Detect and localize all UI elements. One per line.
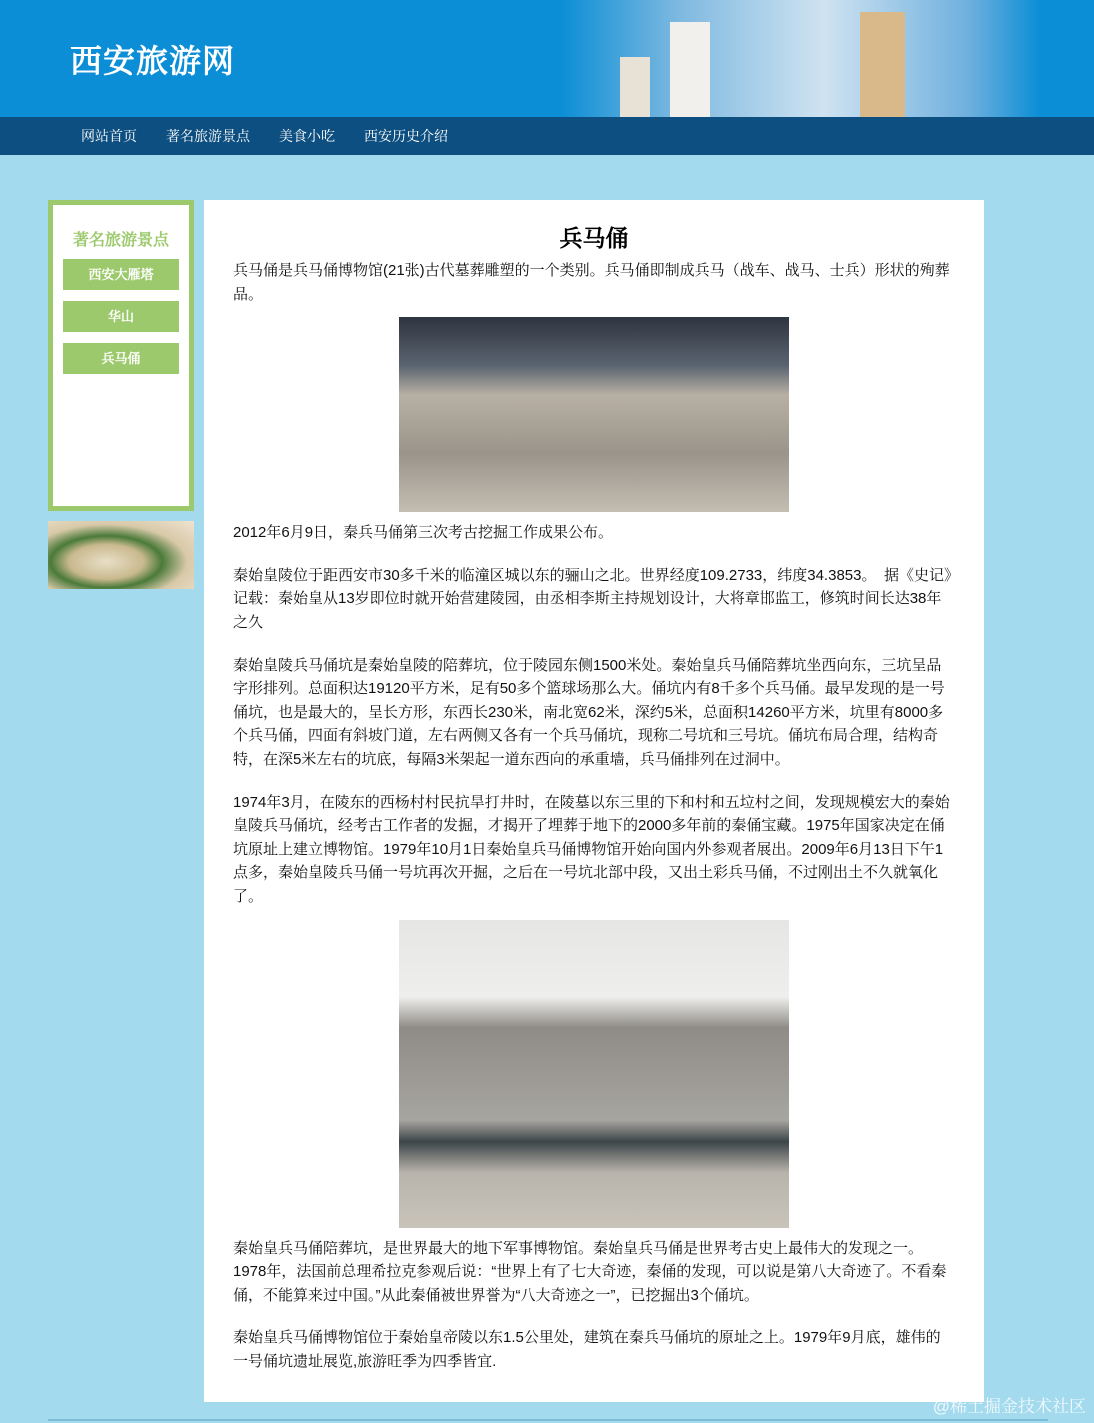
article xyxy=(204,200,984,1402)
nav-food[interactable]: 美食小吃 xyxy=(279,128,335,144)
nav-attractions[interactable]: 著名旅游景点 xyxy=(166,128,250,144)
paragraph: 兵马俑是兵马俑博物馆(21张)古代墓葬雕塑的一个类别。兵马俑即制成兵马（战车、战马、士兵）形状的殉葬品。 xyxy=(233,262,950,303)
sidebar-item-terracotta[interactable]: 兵马俑 xyxy=(63,343,179,374)
sidebar xyxy=(48,200,194,511)
terracotta-pit-photo xyxy=(399,317,789,512)
footer-divider xyxy=(48,1419,1048,1421)
nav-history[interactable]: 西安历史介绍 xyxy=(364,128,448,144)
museum-building-photo xyxy=(399,920,789,1228)
paragraph: 秦始皇陵兵马俑坑是秦始皇陵的陪葬坑，位于陵园东侧1500米处。秦始皇兵马俑陪葬坑坐西向东，三坑呈品字形排列。总面积达19120平方米，足有50多个篮球场那么大。俑坑内有8千多个兵马俑。最早发现的是一号俑坑，也是最大的，呈长方形，东西长230米，南北宽62米，深约5米，总面积14260平方米，坑里有8000多个兵马俑，四面有斜坡门道，左右两侧又各有一个兵马俑坑，现称二号坑和三号坑。俑坑布局合理，结构奇特，在深5米左右的坑底，每隔3米架起一道东西向的承重墙，兵马俑排列在过洞中。 xyxy=(233,656,945,768)
sidebar-item-dayanta[interactable]: 西安大雁塔 xyxy=(63,259,179,290)
site-logo[interactable]: 西安旅游网 xyxy=(70,43,236,79)
watermark: @稀土掘金技术社区 xyxy=(932,1397,1086,1416)
food-image xyxy=(48,521,194,589)
nav-home[interactable]: 网站首页 xyxy=(81,128,137,144)
article-title: 兵马俑 xyxy=(559,225,629,251)
paragraph: 秦始皇兵马俑陪葬坑，是世界最大的地下军事博物馆。秦始皇兵马俑是世界考古史上最伟大的发现之一。1978年，法国前总理希拉克参观后说：“世界上有了七大奇迹，秦俑的发现，可以说是第八大奇迹了。不看秦俑，不能算来过中国。”从此秦俑被世界誉为“八大奇迹之一”，已挖掘出3个俑坑。 xyxy=(233,1239,947,1304)
paragraph: 秦始皇兵马俑博物馆位于秦始皇帝陵以东1.5公里处，建筑在秦兵马俑坑的原址之上。1979年9月底，雄伟的一号俑坑遗址展览,旅游旺季为四季皆宜. xyxy=(233,1329,941,1370)
site-header xyxy=(0,0,1094,117)
sidebar-item-huashan[interactable]: 华山 xyxy=(63,301,179,332)
sidebar-title: 著名旅游景点 xyxy=(72,232,169,249)
main-nav xyxy=(0,117,1094,155)
banner-image xyxy=(560,0,1040,117)
paragraph: 2012年6月9日，秦兵马俑第三次考古挖掘工作成果公布。 xyxy=(233,524,614,542)
paragraph: 秦始皇陵位于距西安市30多千米的临潼区城以东的骊山之北。世界经度109.2733，纬度34.3853。 据《史记》记载：秦始皇从13岁即位时就开始营建陵园，由丞相李斯主持规划设计，大将章邯监工，修筑时间长达38年之久 xyxy=(233,566,952,631)
paragraph: 1974年3月，在陵东的西杨村村民抗旱打井时，在陵墓以东三里的下和村和五垃村之间，发现规模宏大的秦始皇陵兵马俑坑，经考古工作者的发掘，才揭开了埋葬于地下的2000多年前的秦俑宝藏。1975年国家决定在俑坑原址上建立博物馆。1979年10月1日秦始皇兵马俑博物馆开始向国内外参观者展出。2009年6月13日下午1点多，秦始皇陵兵马俑一号坑再次开掘，之后在一号坑北部中段，又出土彩兵马俑，不过刚出土不久就氧化了。 xyxy=(233,793,950,905)
